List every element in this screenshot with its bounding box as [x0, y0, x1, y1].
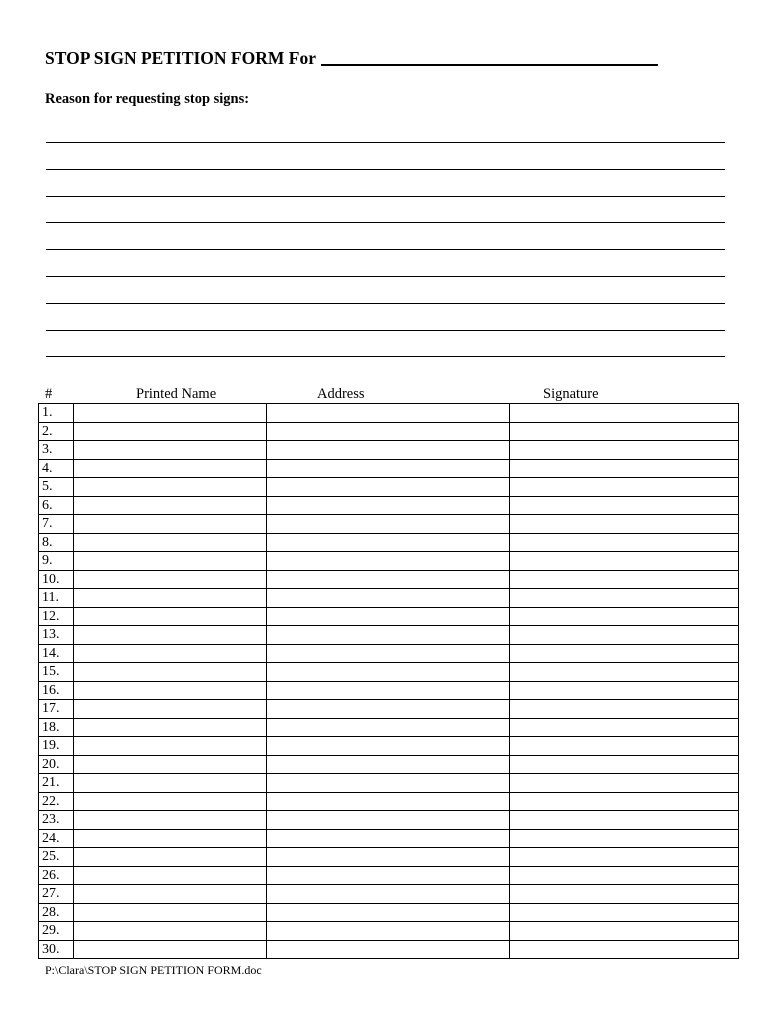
table-row [39, 866, 739, 885]
printed-name-cell[interactable] [74, 533, 267, 552]
printed-name-cell[interactable] [74, 848, 267, 867]
signature-cell[interactable] [510, 644, 739, 663]
printed-name-cell[interactable] [74, 626, 267, 645]
signature-cell[interactable] [510, 737, 739, 756]
printed-name-cell[interactable] [74, 792, 267, 811]
printed-name-cell[interactable] [74, 737, 267, 756]
printed-name-cell[interactable] [74, 681, 267, 700]
signature-table [38, 403, 739, 959]
address-cell[interactable] [267, 496, 510, 515]
address-cell[interactable] [267, 663, 510, 682]
row-number: 28. [39, 903, 74, 922]
signature-cell[interactable] [510, 940, 739, 959]
signature-cell[interactable] [510, 885, 739, 904]
table-row [39, 478, 739, 497]
signature-cell[interactable] [510, 626, 739, 645]
row-number: 14. [39, 644, 74, 663]
address-cell[interactable] [267, 478, 510, 497]
row-number: 8. [39, 533, 74, 552]
address-cell[interactable] [267, 829, 510, 848]
row-number: 29. [39, 922, 74, 941]
signature-cell[interactable] [510, 866, 739, 885]
table-row [39, 459, 739, 478]
printed-name-cell[interactable] [74, 700, 267, 719]
reason-line[interactable] [46, 196, 725, 197]
signature-cell[interactable] [510, 552, 739, 571]
row-number: 4. [39, 459, 74, 478]
table-row [39, 885, 739, 904]
row-number: 26. [39, 866, 74, 885]
row-number: 6. [39, 496, 74, 515]
row-number: 30. [39, 940, 74, 959]
table-row [39, 589, 739, 608]
signature-cell[interactable] [510, 570, 739, 589]
signature-cell[interactable] [510, 478, 739, 497]
printed-name-cell[interactable] [74, 718, 267, 737]
printed-name-cell[interactable] [74, 422, 267, 441]
table-row [39, 718, 739, 737]
signature-cell[interactable] [510, 755, 739, 774]
row-number: 13. [39, 626, 74, 645]
signature-cell[interactable] [510, 422, 739, 441]
address-cell[interactable] [267, 570, 510, 589]
printed-name-cell[interactable] [74, 755, 267, 774]
address-cell[interactable] [267, 922, 510, 941]
signature-cell[interactable] [510, 922, 739, 941]
title-blank-line[interactable] [321, 48, 658, 66]
printed-name-cell[interactable] [74, 829, 267, 848]
table-row [39, 533, 739, 552]
table-row [39, 792, 739, 811]
signature-cell[interactable] [510, 459, 739, 478]
row-number: 22. [39, 792, 74, 811]
reason-line[interactable] [46, 276, 725, 277]
reason-line[interactable] [46, 142, 725, 143]
printed-name-cell[interactable] [74, 552, 267, 571]
table-row [39, 552, 739, 571]
table-row [39, 848, 739, 867]
reason-line[interactable] [46, 356, 725, 357]
address-cell[interactable] [267, 755, 510, 774]
row-number: 10. [39, 570, 74, 589]
signature-cell[interactable] [510, 903, 739, 922]
address-cell[interactable] [267, 589, 510, 608]
printed-name-cell[interactable] [74, 885, 267, 904]
printed-name-cell[interactable] [74, 903, 267, 922]
address-cell[interactable] [267, 940, 510, 959]
signature-cell[interactable] [510, 589, 739, 608]
printed-name-cell[interactable] [74, 866, 267, 885]
signature-cell[interactable] [510, 533, 739, 552]
address-cell[interactable] [267, 681, 510, 700]
row-number: 12. [39, 607, 74, 626]
printed-name-cell[interactable] [74, 459, 267, 478]
address-cell[interactable] [267, 792, 510, 811]
row-number: 3. [39, 441, 74, 460]
row-number: 23. [39, 811, 74, 830]
row-number: 9. [39, 552, 74, 571]
signature-cell[interactable] [510, 848, 739, 867]
address-cell[interactable] [267, 866, 510, 885]
table-row [39, 626, 739, 645]
table-row [39, 829, 739, 848]
reason-line[interactable] [46, 249, 725, 250]
table-row [39, 922, 739, 941]
printed-name-cell[interactable] [74, 589, 267, 608]
page-title: STOP SIGN PETITION FORM For [45, 48, 316, 68]
address-cell[interactable] [267, 533, 510, 552]
table-row [39, 404, 739, 423]
table-row [39, 644, 739, 663]
table-row [39, 940, 739, 959]
address-cell[interactable] [267, 626, 510, 645]
table-row [39, 700, 739, 719]
printed-name-cell[interactable] [74, 404, 267, 423]
signature-cell[interactable] [510, 774, 739, 793]
address-cell[interactable] [267, 422, 510, 441]
address-cell[interactable] [267, 515, 510, 534]
row-number: 1. [39, 404, 74, 423]
address-cell[interactable] [267, 552, 510, 571]
row-number: 16. [39, 681, 74, 700]
table-row [39, 903, 739, 922]
address-cell[interactable] [267, 811, 510, 830]
table-row [39, 441, 739, 460]
reason-label: Reason for requesting stop signs: [45, 91, 250, 107]
address-cell[interactable] [267, 441, 510, 460]
table-row [39, 811, 739, 830]
signature-cell[interactable] [510, 718, 739, 737]
printed-name-cell[interactable] [74, 811, 267, 830]
column-header-address: Address [317, 386, 365, 402]
table-row [39, 422, 739, 441]
reason-line[interactable] [46, 330, 725, 331]
printed-name-cell[interactable] [74, 663, 267, 682]
column-header-number: # [45, 386, 53, 402]
table-row [39, 774, 739, 793]
printed-name-cell[interactable] [74, 922, 267, 941]
address-cell[interactable] [267, 848, 510, 867]
table-row [39, 496, 739, 515]
row-number: 7. [39, 515, 74, 534]
column-header-printed-name: Printed Name [136, 386, 217, 402]
printed-name-cell[interactable] [74, 644, 267, 663]
signature-cell[interactable] [510, 607, 739, 626]
signature-cell[interactable] [510, 663, 739, 682]
table-row [39, 681, 739, 700]
row-number: 21. [39, 774, 74, 793]
signature-cell[interactable] [510, 515, 739, 534]
signature-cell[interactable] [510, 829, 739, 848]
address-cell[interactable] [267, 885, 510, 904]
address-cell[interactable] [267, 404, 510, 423]
address-cell[interactable] [267, 607, 510, 626]
row-number: 20. [39, 755, 74, 774]
printed-name-cell[interactable] [74, 496, 267, 515]
row-number: 2. [39, 422, 74, 441]
signature-cell[interactable] [510, 404, 739, 423]
row-number: 11. [39, 589, 74, 608]
reason-line[interactable] [46, 169, 725, 170]
signature-cell[interactable] [510, 811, 739, 830]
reason-line[interactable] [46, 303, 725, 304]
address-cell[interactable] [267, 459, 510, 478]
signature-table-body [39, 404, 739, 959]
row-number: 17. [39, 700, 74, 719]
address-cell[interactable] [267, 903, 510, 922]
signature-cell[interactable] [510, 681, 739, 700]
address-cell[interactable] [267, 774, 510, 793]
row-number: 15. [39, 663, 74, 682]
address-cell[interactable] [267, 737, 510, 756]
printed-name-cell[interactable] [74, 774, 267, 793]
signature-cell[interactable] [510, 792, 739, 811]
row-number: 5. [39, 478, 74, 497]
printed-name-cell[interactable] [74, 515, 267, 534]
address-cell[interactable] [267, 718, 510, 737]
column-header-signature: Signature [543, 386, 599, 402]
reason-line[interactable] [46, 222, 725, 223]
row-number: 18. [39, 718, 74, 737]
row-number: 27. [39, 885, 74, 904]
table-row [39, 607, 739, 626]
table-row [39, 663, 739, 682]
table-row [39, 755, 739, 774]
row-number: 19. [39, 737, 74, 756]
table-row [39, 515, 739, 534]
signature-cell[interactable] [510, 496, 739, 515]
address-cell[interactable] [267, 644, 510, 663]
signature-cell[interactable] [510, 700, 739, 719]
file-path-footer: P:\Clara\STOP SIGN PETITION FORM.doc [45, 963, 262, 977]
signature-cell[interactable] [510, 441, 739, 460]
row-number: 25. [39, 848, 74, 867]
printed-name-cell[interactable] [74, 570, 267, 589]
table-row [39, 570, 739, 589]
printed-name-cell[interactable] [74, 478, 267, 497]
row-number: 24. [39, 829, 74, 848]
address-cell[interactable] [267, 700, 510, 719]
printed-name-cell[interactable] [74, 441, 267, 460]
printed-name-cell[interactable] [74, 940, 267, 959]
printed-name-cell[interactable] [74, 607, 267, 626]
table-row [39, 737, 739, 756]
title-row [45, 48, 658, 69]
